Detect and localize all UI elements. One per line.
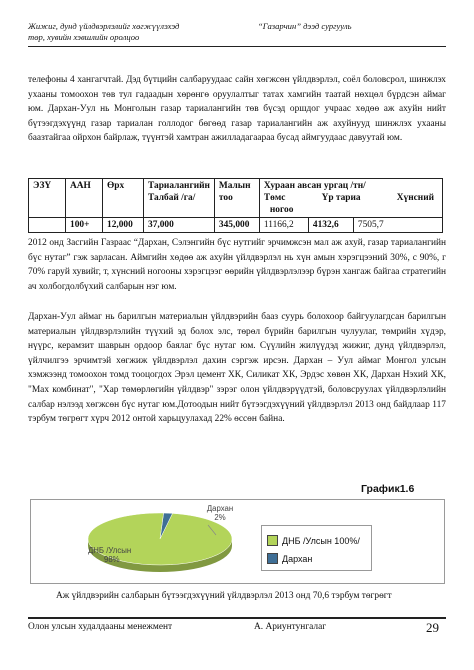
legend-label: Дархан xyxy=(282,553,313,564)
table-subheader-row xyxy=(264,192,438,204)
table-header-text: тоо xyxy=(218,193,233,203)
table-header-text: Малын xyxy=(218,181,251,191)
table-subheader-text: Хүнсний xyxy=(396,193,434,203)
table-cell xyxy=(29,218,66,233)
slice-label-text: ДНБ /Улсын xyxy=(88,546,132,555)
footer-divider xyxy=(28,617,446,619)
slice-value-text: 2% xyxy=(214,513,226,522)
paragraph-3: Дархан-Уул аймаг нь барилгын материалын үйлдвэрийн бааз суурь болохоор байгуулагдсан барилгын материалын үйлдвэрлэлийн түүхий эд болох элс, төрөл бүрийн барилгын чулуулаг, төмрийн хүдэр, нүүрс, керамзит шаврын ордоор баялаг бүс нутаг юм. Сүүлийн жилүүдэд жижиг, дунд үйлдвэрлэл, үйлчилгээ эрчимтэй хөгжиж үйлдвэрлэл дахин сэргэж ирсэн. Дархан – Уул аймаг Монгол улсын хэмжээнд томоохон томд тооцогдох Эрэл цемент ХК, Силикат ХК, Эрдэс хөвөн ХК, Дархан Нэхий ХК, "Мах комбинат", "Хар төмөрлөгийн үйлдвэр" зэрэг олон үйлдвэрүүдтэй, боловсруулах үйлдвэрлэлийн салбар нэлээд хөгжсөн бүс нутаг юм.Дотоодын нийт бүтээгдэхүүний үйлдвэрлэл 2013 онд байдлаар 117 тэрбум төгрөгт хүрч 2012 онтой харьцуулахад 22% өссөн байна. xyxy=(28,312,446,425)
table-header-cell xyxy=(259,179,442,218)
header-left-line1: Жижиг, дунд үйлдвэрлэлийг хөгжүүлэхэд xyxy=(28,21,180,31)
header-left-line2: төр, хувийн хэвшлийн оролцоо xyxy=(28,32,140,42)
page-number: 29 xyxy=(426,620,439,635)
legend-item-national xyxy=(267,535,360,546)
table-header-cell: ЭЗҮ xyxy=(29,179,66,218)
paragraph-4: Аж үйлдвэрийн салбарын бүтээгдэхүүний үйлдвэрлэл 2013 онд 70,6 тэрбум төгрөгт xyxy=(56,591,392,601)
chart-title: График1.6 xyxy=(361,483,415,495)
legend-swatch xyxy=(267,535,278,546)
slice-label-national xyxy=(88,546,144,564)
table-header-text: Тариалангийн xyxy=(148,181,210,191)
table-header-row xyxy=(29,179,443,218)
legend-swatch xyxy=(267,553,278,564)
slice-label-darkhan xyxy=(200,504,240,522)
table-row xyxy=(29,218,443,233)
table-cell: 4132,6 xyxy=(308,218,353,233)
table-header-text: Хураан авсан ургац /тн/ xyxy=(263,181,366,191)
table-header-cell xyxy=(144,179,215,218)
table-subheader-text: Төмс xyxy=(263,193,286,203)
header-divider xyxy=(28,46,446,47)
paragraph-1: телефоны 4 хангагчтай. Дэд бүтцийн салбаруудаас сайн хөгжсөн үйлдвэрлэл, соёл боловсрол, шинжлэх ухааны томоохон төв тул гадаадын хөрөнгө оруулалтыг татах хамгийн таатай нөхцөл бүрдсэн аймаг юм. Дархан-Уул нь Монголын газар тариалангийн төв бүсэд оршдог учраас хөдөө аж ахуйн нийт бүтээгдэхүүнд газар тариалан голлодог бөгөөд газар тариалангийн аж ахуйнууд шинжлэх ухааны баазтайгаа ойрхон байрлаж, түүнтэй хамтран ажилладагаараа бусад аймгуудаас давуутай юм. xyxy=(28,75,446,144)
table-cell: 11166,2 xyxy=(259,218,308,233)
footer-left: Олон улсын худалдааны менежмент xyxy=(28,622,173,632)
legend-label: ДНБ /Улсын 100%/ xyxy=(282,535,360,546)
footer-author: А. Ариунтунгалаг xyxy=(254,622,327,632)
table-cell: 37,000 xyxy=(144,218,215,233)
table-cell: 100+ xyxy=(66,218,103,233)
paragraph-2: 2012 онд Засгийн Газраас “Дархан, Сэлэнгийн бүс нутгийг эрчимжсэн мал аж ахуй, газар тариалангийн бүс нутаг” гэж зарласан. Аймгийн хөдөө аж ахуйн үйлдвэрлэл нь хүн амын хэрэгцээний 30%, с 90%, г 70% гаруй хувийг, т, хүнсний ногооны хэрэгцээг өөрийн үйлдвэрлэлээр бүрэн хангаж байгаа стратегийн ач холбогдолбүхий салбарын нэг юм. xyxy=(28,238,446,292)
table-header-text: Талбай /га/ xyxy=(148,193,196,203)
slice-value-text: 98% xyxy=(104,555,120,564)
table-header-cell xyxy=(214,179,259,218)
statistics-table xyxy=(28,178,443,233)
table-subheader-text: ногоо xyxy=(269,205,294,215)
table-cell: 12,000 xyxy=(103,218,144,233)
header-right: “Газарчин” дээд сургууль xyxy=(258,21,352,31)
table-cell: 345,000 xyxy=(214,218,259,233)
table-cell: 7505,7 xyxy=(353,218,442,233)
table-header-cell: Өрх xyxy=(103,179,144,218)
table-header-cell: ААН xyxy=(66,179,103,218)
legend-item-darkhan xyxy=(267,553,312,564)
table-subheader-text: Үр тариа xyxy=(321,193,361,203)
slice-label-text: Дархан xyxy=(206,504,234,513)
chart-legend xyxy=(261,525,372,571)
